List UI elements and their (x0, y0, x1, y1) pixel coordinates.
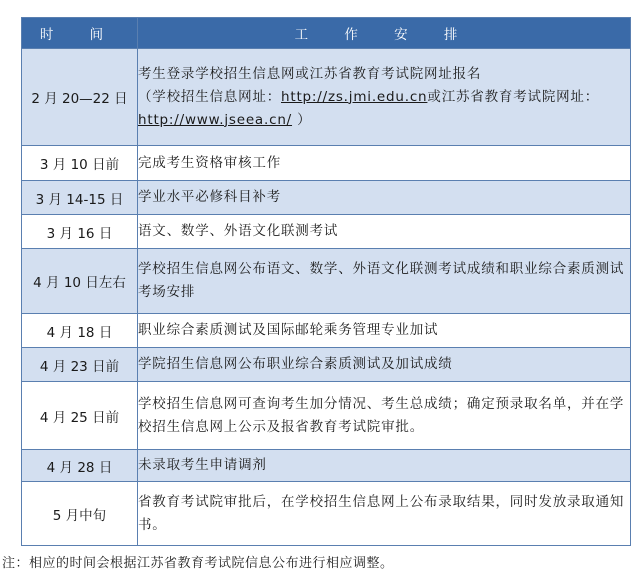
school-admission-link[interactable]: http://zs.jmi.edu.cn (281, 88, 428, 105)
table-row (22, 146, 631, 181)
admission-schedule-table (21, 17, 631, 546)
table-row (22, 348, 631, 382)
row-task: 未录取考生申请调剂 (138, 450, 631, 482)
header-time: 时 间 (22, 18, 138, 49)
row-task: 学校招生信息网可查询考生加分情况、考生总成绩；确定预录取名单，并在学校招生信息网上公示及报省教育考试院审批。 (138, 382, 631, 450)
jseea-link[interactable]: http://www.jseea.cn/ (138, 111, 293, 128)
table-row (22, 482, 631, 546)
header-task: 工 作 安 排 (138, 18, 631, 49)
detail-suffix: ） (292, 111, 312, 128)
row-time: 4 月 10 日左右 (22, 249, 138, 314)
row-time: 3 月 16 日 (22, 215, 138, 249)
row-time: 2 月 20—22 日 (22, 49, 138, 146)
row-task: 学业水平必修科目补考 (138, 181, 631, 215)
detail-mid: 或江苏省教育考试院网址： (427, 88, 600, 105)
table-row (22, 314, 631, 348)
row-time: 4 月 25 日前 (22, 382, 138, 450)
table-row (22, 450, 631, 482)
detail-prefix: （学校招生信息网址： (138, 88, 281, 105)
row-time: 4 月 18 日 (22, 314, 138, 348)
row-task-text: 考生登录学校招生信息网或江苏省教育考试院网址报名 (138, 65, 482, 82)
footnote: 注：相应的时间会根据江苏省教育考试院信息公布进行相应调整。 (2, 556, 394, 571)
row-task: 完成考生资格审核工作 (138, 146, 631, 181)
row-task (138, 49, 631, 146)
row-task: 职业综合素质测试及国际邮轮乘务管理专业加试 (138, 314, 631, 348)
table-header-row (22, 18, 631, 49)
table-row (22, 249, 631, 314)
row-task: 学校招生信息网公布语文、数学、外语文化联测考试成绩和职业综合素质测试考场安排 (138, 249, 631, 314)
table-row (22, 382, 631, 450)
row-time: 3 月 14-15 日 (22, 181, 138, 215)
table-row (22, 49, 631, 146)
row-task: 学院招生信息网公布职业综合素质测试及加试成绩 (138, 348, 631, 382)
table-row (22, 181, 631, 215)
row-task: 省教育考试院审批后，在学校招生信息网上公布录取结果，同时发放录取通知书。 (138, 482, 631, 546)
row-task-detail (138, 86, 630, 132)
table-row (22, 215, 631, 249)
row-time: 5 月中旬 (22, 482, 138, 546)
row-time: 4 月 23 日前 (22, 348, 138, 382)
row-task: 语文、数学、外语文化联测考试 (138, 215, 631, 249)
row-time: 3 月 10 日前 (22, 146, 138, 181)
row-time: 4 月 28 日 (22, 450, 138, 482)
